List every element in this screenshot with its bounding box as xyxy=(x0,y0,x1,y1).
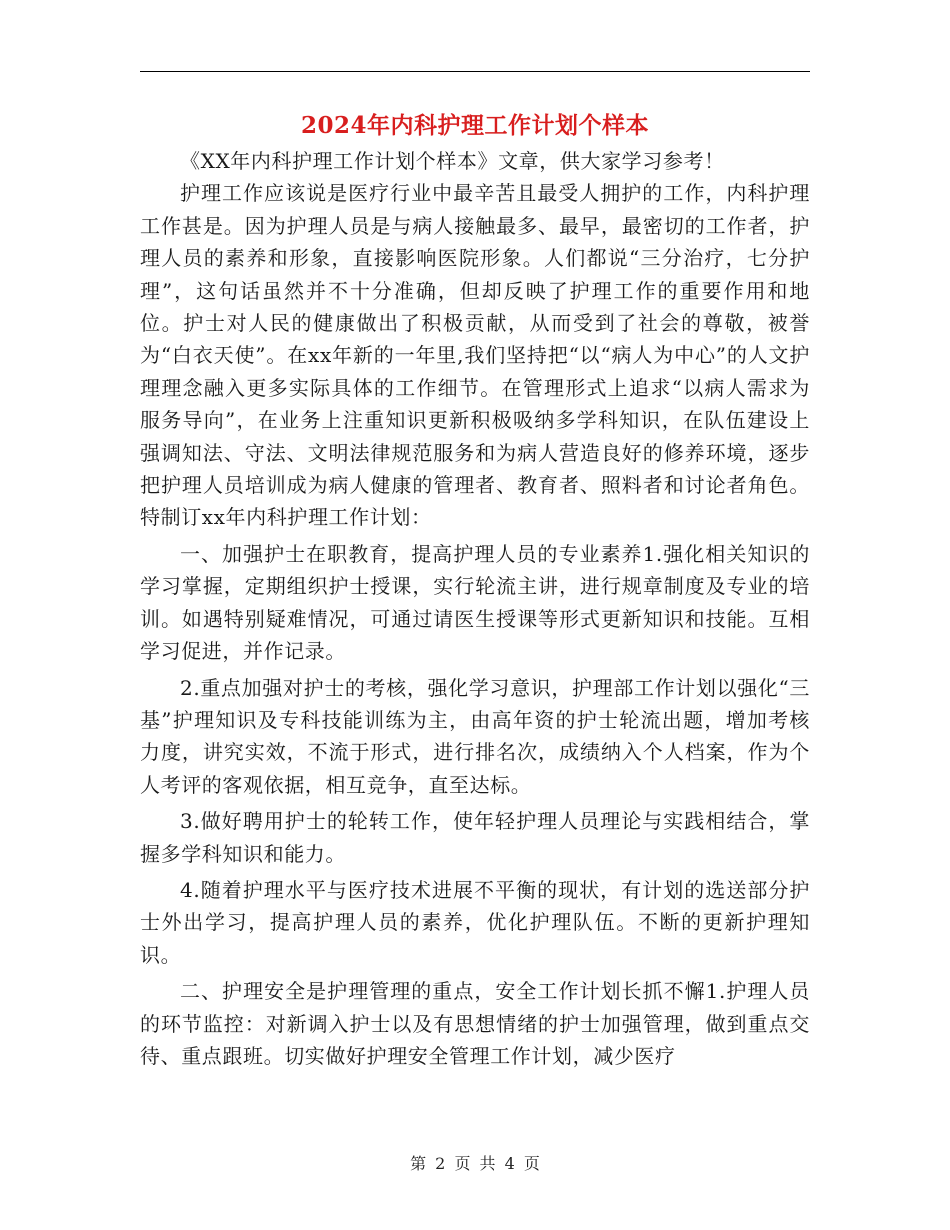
intro-paragraph: 《XX年内科护理工作计划个样本》文章，供大家学习参考！ xyxy=(180,149,725,173)
item-3-paragraph: 3.做好聘用护士的轮转工作，使年轻护理人员理论与实践相结合，掌握多学科知识和能力。 xyxy=(140,809,810,866)
header-rule xyxy=(140,71,810,72)
section-1-paragraph: 一、加强护士在职教育，提高护理人员的专业素养1.强化相关知识的学习掌握，定期组织护士授课，实行轮流主讲，进行规章制度及专业的培训。如遇特别疑难情况，可通过请医生授课等形式更新知识和技能。互相学习促进，并作记录。 xyxy=(140,541,810,664)
document-body xyxy=(140,145,810,1072)
section-2-paragraph: 二、护理安全是护理管理的重点，安全工作计划长抓不懈1.护理人员的环节监控：对新调入护士以及有思想情绪的护士加强管理，做到重点交待、重点跟班。切实做好护理安全管理工作计划，减少医疗 xyxy=(140,979,810,1068)
page-number-footer: 第 2 页 共 4 页 xyxy=(410,1154,540,1173)
item-2-paragraph: 2.重点加强对护士的考核，强化学习意识，护理部工作计划以强化“三基”护理知识及专科技能训练为主，由高年资的护士轮流出题，增加考核力度，讲究实效，不流于形式，进行排名次，成绩纳入个人档案，作为个人考评的客观依据，相互竞争，直至达标。 xyxy=(140,675,810,797)
document-title: 2024年内科护理工作计划个样本 xyxy=(300,112,649,139)
overview-paragraph: 护理工作应该说是医疗行业中最辛苦且最受人拥护的工作，内科护理工作甚是。因为护理人员是与病人接触最多、最早，最密切的工作者，护理人员的素养和形象，直接影响医院形象。人们都说“三分治疗，七分护理”，这句话虽然并不十分准确，但却反映了护理工作的重要作用和地位。护士对人民的健康做出了积极贡献，从而受到了社会的尊敬，被誉为“白衣天使”。在xx年新的一年里,我们坚持把“以“病人为中心”的人文护理理念融入更多实际具体的工作细节。在管理形式上追求“以病人需求为服务导向”，在业务上注重知识更新积极吸纳多学科知识，在队伍建设上强调知法、守法、文明法律规范服务和为病人营造良好的修养环境，逐步把护理人员培训成为病人健康的管理者、教育者、照料者和讨论者角色。特制订xx年内科护理工作计划： xyxy=(140,181,810,530)
item-4-paragraph: 4.随着护理水平与医疗技术进展不平衡的现状，有计划的选送部分护士外出学习，提高护理人员的素养，优化护理队伍。不断的更新护理知识。 xyxy=(140,877,810,967)
